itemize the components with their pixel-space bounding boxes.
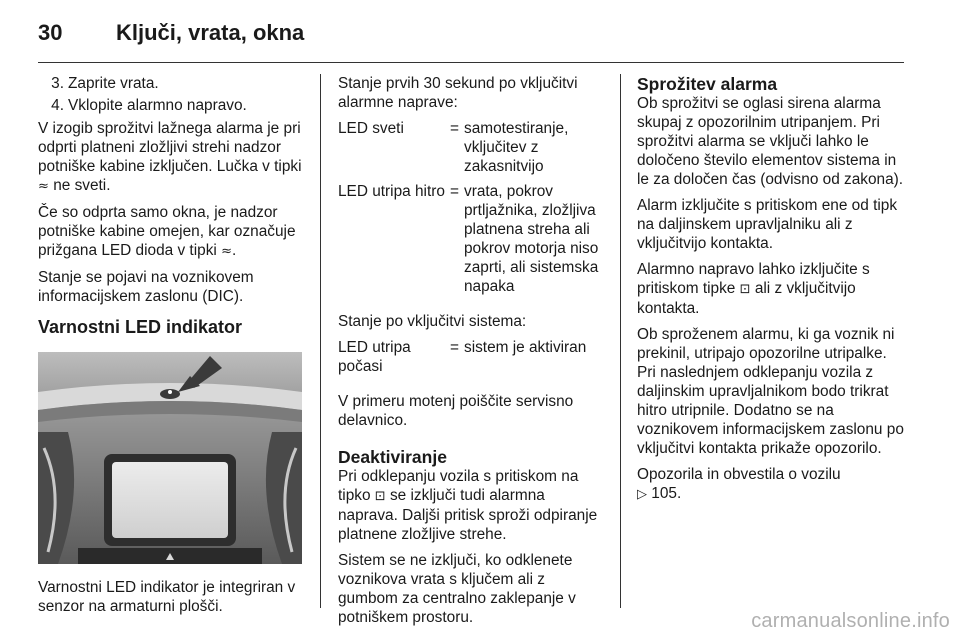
car-alarm-symbol-icon: ≈ <box>38 179 49 194</box>
section-heading: Varnostni LED indikator <box>38 317 243 337</box>
section-heading: Deaktiviranje <box>338 447 447 467</box>
page-number: 30 <box>38 20 63 45</box>
paragraph: Stanje se pojavi na voznikovem informacijskem zaslonu (DIC). <box>38 269 254 305</box>
page-reference-link[interactable]: 105. <box>651 485 682 502</box>
watermark: carmanualsonline.info <box>751 610 950 632</box>
list-item: 4. Vklopite alarmno napravo. <box>51 97 247 114</box>
paragraph: V izogib sprožitvi lažnega alarma je pri odprti platneni zložljivi strehi nadzor potniške kabine izključen. Lučka v tipki ≈ ne sveti. <box>38 120 302 194</box>
definition-row: LED utripa počasi = sistem je aktiviran <box>338 339 587 375</box>
paragraph: Stanje po vključitvi sistema: <box>338 313 527 330</box>
paragraph: Če so odprta samo okna, je nadzor potniške kabine omejen, kar označuje prižgana LED dioda v tipki ≈. <box>38 204 296 259</box>
header-rule <box>38 62 904 63</box>
column-divider <box>320 74 321 608</box>
steps-list <box>38 74 306 115</box>
paragraph: Opozorila in obvestila o vozilu ▷ 105. <box>637 466 841 502</box>
dashboard-photo <box>38 352 302 564</box>
definition-row: LED utripa hitro = vrata, pokrov prtljažnika, zložljiva platnena streha ali pokrov motorja niso zaprti, ali sistemska napaka <box>338 183 599 295</box>
column-divider <box>620 74 621 608</box>
paragraph: Alarmno napravo lahko izključite s pritiskom tipke ⊡ ali z vključitvijo kontakta. <box>637 261 870 317</box>
paragraph: Sistem se ne izključi, ko odklenete voznikova vrata s ključem ali z gumbom za centralno zaklepanje v potniškem prostoru. <box>338 552 576 626</box>
definition-row: LED sveti = samotestiranje, vključitev z zakasnitvijo <box>338 120 569 175</box>
column-1 <box>38 74 306 623</box>
paragraph: Alarm izključite s pritiskom ene od tipk na daljinskem upravljalniku ali z vključitvijo kontakta. <box>637 197 898 252</box>
paragraph: Stanje prvih 30 sekund po vključitvi alarmne naprave: <box>338 75 578 111</box>
car-alarm-symbol-icon: ≈ <box>221 244 232 259</box>
page-title: Ključi, vrata, okna <box>116 20 305 45</box>
list-item: 3. Zaprite vrata. <box>51 75 159 92</box>
unlock-icon: ⊡ <box>739 282 751 297</box>
page-header <box>38 14 922 58</box>
column-2 <box>338 74 606 634</box>
paragraph: Ob sproženem alarmu, ki ga voznik ni prekinil, utripajo opozorilne utripalke. Pri naslednjem odklepanju vozila z daljinskim upravljalnikom bodo trikrat hitro utripnile. Dodatno se na voznikovem informacijskem zaslonu po vključitvi kontakta prikaže opozorilo. <box>637 326 904 457</box>
arrow-triangle-icon: ▷ <box>637 487 647 502</box>
paragraph: Ob sprožitvi se oglasi sirena alarma skupaj z opozorilnim utripanjem. Pri sprožitvi alarma se vključi lahko le določeno število elementov sistema in le za določen čas (odvisno od zakona). <box>637 95 904 188</box>
section-heading: Sprožitev alarma <box>637 74 778 94</box>
paragraph: Pri odklepanju vozila s pritiskom na tipko ⊡ se izključi tudi alarmna naprava. Dalјši pritisk sproži odpiranje platnene zložljive strehe. <box>338 468 598 543</box>
figure-caption: Varnostni LED indikator je integriran v senzor na armaturni plošči. <box>38 579 296 615</box>
unlock-icon: ⊡ <box>374 489 386 504</box>
paragraph: V primeru motenj poiščite servisno delavnico. <box>338 393 574 429</box>
column-3 <box>637 74 907 511</box>
